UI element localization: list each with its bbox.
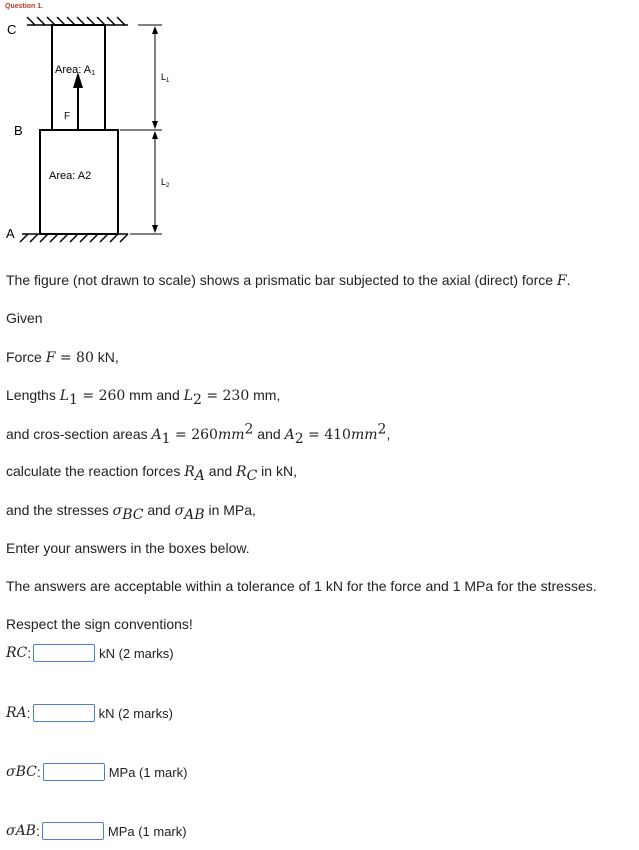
sigma-ab-unit: MPa (1 mark) (107, 823, 187, 839)
lower-bar (40, 130, 118, 234)
label-a: A (6, 226, 15, 241)
ra-colon: : (26, 705, 31, 721)
rc-symbol: R (6, 645, 17, 661)
enter-text: Enter your answers in the boxes below. (6, 540, 250, 556)
answer-row-ra: R A : kN (2 marks) (6, 705, 173, 721)
label-c: C (7, 22, 17, 37)
label-b: B (14, 123, 23, 138)
answer-row-sigma-bc: σ BC : MPa (1 mark) (6, 764, 188, 780)
answer-row-sigma-ab: σ AB : MPa (1 mark) (6, 823, 187, 839)
top-wall (27, 17, 128, 25)
ra-symbol: R (6, 705, 17, 721)
dimension-lines (120, 25, 162, 234)
ra-input[interactable] (33, 704, 95, 722)
sigma-ab-input[interactable] (42, 822, 104, 840)
sigma-ab-colon: : (35, 823, 40, 839)
area-top-label: Area: A1 (55, 64, 95, 77)
force-label: F (64, 111, 71, 122)
answer-row-rc: R C : kN (2 marks) (6, 645, 174, 661)
area-bottom-label: Area: A2 (49, 170, 92, 182)
sigma-ab-symbol: σ (6, 823, 16, 839)
sigma-bc-unit: MPa (1 mark) (108, 764, 188, 780)
calc-text: calculate the reaction forces $R_A$ and $R_C$ in kN, (6, 463, 297, 484)
bottom-wall (20, 234, 128, 242)
question-label: Question 1. (5, 3, 44, 10)
given-text: Given (6, 310, 43, 326)
force-text: Force F = 80 kN, (6, 349, 119, 366)
l2-label: $L_2$ (161, 177, 170, 189)
l1-label: $L_1$ (161, 72, 170, 84)
bar-figure (0, 8, 200, 244)
areas-text: and cros-section areas $A_1 = 260mm^2$ and $A_2 = 410mm^2$, (6, 421, 391, 447)
force-arrow (73, 72, 83, 130)
sigma-bc-colon: : (36, 764, 41, 780)
sigma-bc-symbol: σ (6, 764, 16, 780)
rc-input[interactable] (33, 644, 95, 662)
rc-unit: kN (2 marks) (99, 645, 174, 661)
sigma-bc-input[interactable] (43, 763, 105, 781)
lengths-text: Lengths $L_1 = 260$ mm and $L_2 = 230$ mm, (6, 387, 281, 408)
stress-text: and the stresses $\sigma_{BC}$ and $\sigma_{AB}$ in MPa, (6, 502, 256, 523)
intro-text: The figure (not drawn to scale) shows a prismatic bar subjected to the axial (direct) force F. (6, 272, 571, 289)
ra-unit: kN (2 marks) (98, 705, 173, 721)
sign-convention-text: Respect the sign conventions! (6, 616, 193, 632)
rc-colon: : (27, 645, 32, 661)
tolerance-text: The answers are acceptable within a tolerance of 1 kN for the force and 1 MPa for the stresses. (6, 578, 597, 594)
